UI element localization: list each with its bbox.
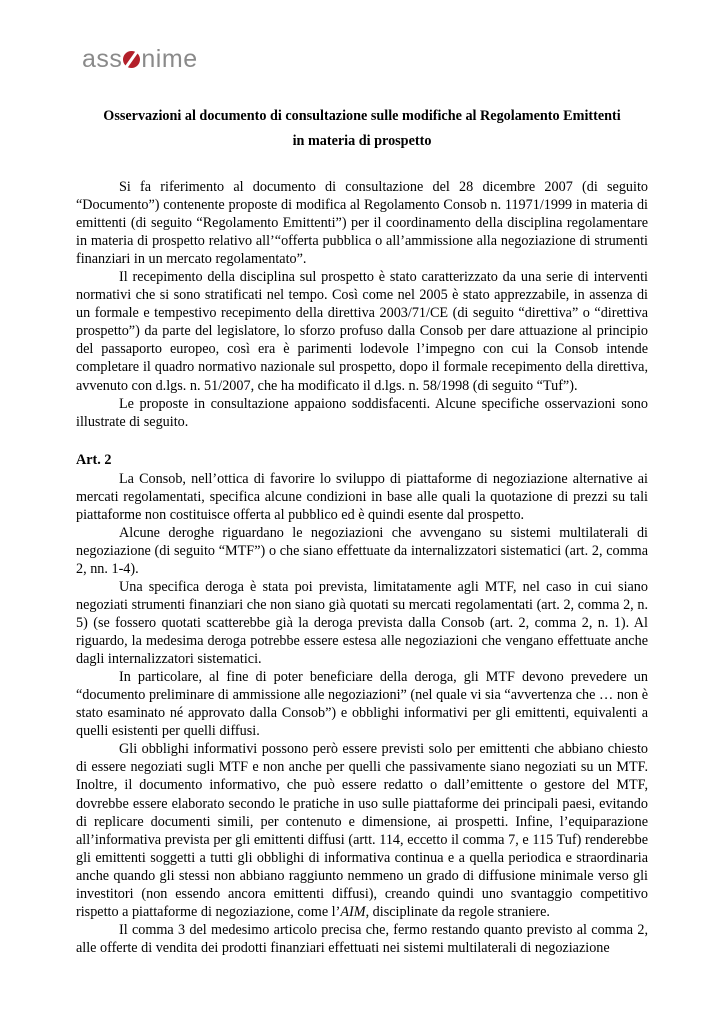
logo-text-right: nime	[141, 45, 198, 73]
art2-paragraph-5-end: , disciplinate da regole straniere.	[365, 903, 550, 920]
intro-paragraph-3: Le proposte in consultazione appaiono soddisfacenti. Alcune specifiche osservazioni sono illustrate di seguito.	[76, 395, 648, 430]
art2-paragraph-3: Una specifica deroga è stata poi prevista, limitatamente agli MTF, nel caso in cui siano negoziati strumenti finanziari che non siano già quotati su mercati regolamentati (art. 2, comma 2, n. 5) (se fossero quotati scatterebbe già la deroga prevista dalla Consob (art. 2, comma 2, n. 1). Al riguardo, la medesima deroga potrebbe essere estesa alle negoziazioni che vengano effettuate anche dagli internalizzatori sistematici.	[76, 578, 648, 668]
art2-paragraph-5	[76, 740, 648, 920]
art2-paragraph-5-text: Gli obblighi informativi possono però essere previsti solo per emittenti che abbiano chiesto di essere negoziati sugli MTF e non anche per quelli che passivamente siano negoziati su un MTF. Inoltre, il documento informativo, che può essere redatto o dall’emittente o gestore del MTF, dovrebbe essere elaborato secondo le pratiche in uso sulle piattaforme dei principali paesi, evitando di replicare documenti simili, per contenuto e dimensione, ai prospetti. Infine, l’equiparazione all’informativa prevista per gli emittenti diffusi (artt. 114, eccetto il comma 7, e 115 Tuf) renderebbe gli emittenti soggetti a tutti gli obblighi di informativa continua e a quella periodica e straordinaria anche quando gli stessi non abbiano raggiunto nemmeno un grado di diffusione minimale verso gli investitori (non essendo ancora emittenti diffusi), creando quindi uno svantaggio competitivo rispetto a piattaforme di negoziazione, come l’	[76, 741, 648, 920]
intro-paragraph-1: Si fa riferimento al documento di consultazione del 28 dicembre 2007 (di seguito “Documento”) contenente proposte di modifica al Regolamento Consob n. 11971/1999 in materia di emittenti (di seguito “Regolamento Emittenti”) per il coordinamento della disciplina regolamentare in materia di prospetto relativo all’“offerta pubblica o all’ammissione alla negoziazione di strumenti finanziari in un mercato regolamentato”.	[76, 179, 648, 268]
assonime-logo	[82, 44, 198, 74]
logo-mark-icon	[123, 51, 140, 68]
document-title	[76, 104, 648, 154]
title-line-1: Osservazioni al documento di consultazione sulle modifiche al Regolamento Emittenti	[103, 108, 621, 124]
art2-paragraph-2: Alcune deroghe riguardano le negoziazioni che avvengano su sistemi multilaterali di negoziazione (di seguito “MTF”) o che siano effettuate da internalizzatori sistematici (art. 2, comma 2, nn. 1-4).	[76, 524, 648, 577]
aim-italic: AIM	[340, 903, 366, 920]
logo-text-left: ass	[82, 45, 123, 73]
art2-paragraph-6: Il comma 3 del medesimo articolo precisa che, fermo restando quanto previsto al comma 2, alle offerte di vendita dei prodotti finanziari effettuati nei sistemi multilaterali di negoziazione	[76, 921, 648, 956]
art2-paragraph-4: In particolare, al fine di poter beneficiare della deroga, gli MTF devono prevedere un “documento preliminare di ammissione alle negoziazioni” (nel quale vi sia “avvertenza che … non è stato esaminato né approvato dalla Consob”) e obblighi informativi per gli emittenti, equivalenti a quelli esistenti per quelli diffusi.	[76, 669, 648, 740]
title-line-2: in materia di prospetto	[292, 133, 432, 149]
section-heading-art-2: Art. 2	[76, 451, 112, 468]
intro-paragraph-2: Il recepimento della disciplina sul prospetto è stato caratterizzato da una serie di interventi normativi che si sono stratificati nel tempo. Così come nel 2005 è stato apprezzabile, in assenza di un formale e tempestivo recepimento della direttiva 2003/71/CE (di seguito “direttiva” o “direttiva prospetto”) da parte del legislatore, lo sforzo profuso dalla Consob per dare attuazione al principio del passaporto europeo, così era è parimenti lodevole l’impegno con cui la Consob intende completare il quadro normativo nazionale sul prospetto, dopo il formale recepimento della direttiva, avvenuto con d.lgs. n. 51/2007, che ha modificato il d.lgs. n. 58/1998 (di seguito “Tuf”).	[76, 269, 648, 394]
art2-paragraph-1: La Consob, nell’ottica di favorire lo sviluppo di piattaforme di negoziazione alternative ai mercati regolamentati, specifica alcune condizioni in base alle quali la quotazione di prezzi su tali piattaforme non costituisce offerta al pubblico ed è quindi esente dal prospetto.	[76, 470, 648, 523]
document-body	[76, 178, 648, 957]
